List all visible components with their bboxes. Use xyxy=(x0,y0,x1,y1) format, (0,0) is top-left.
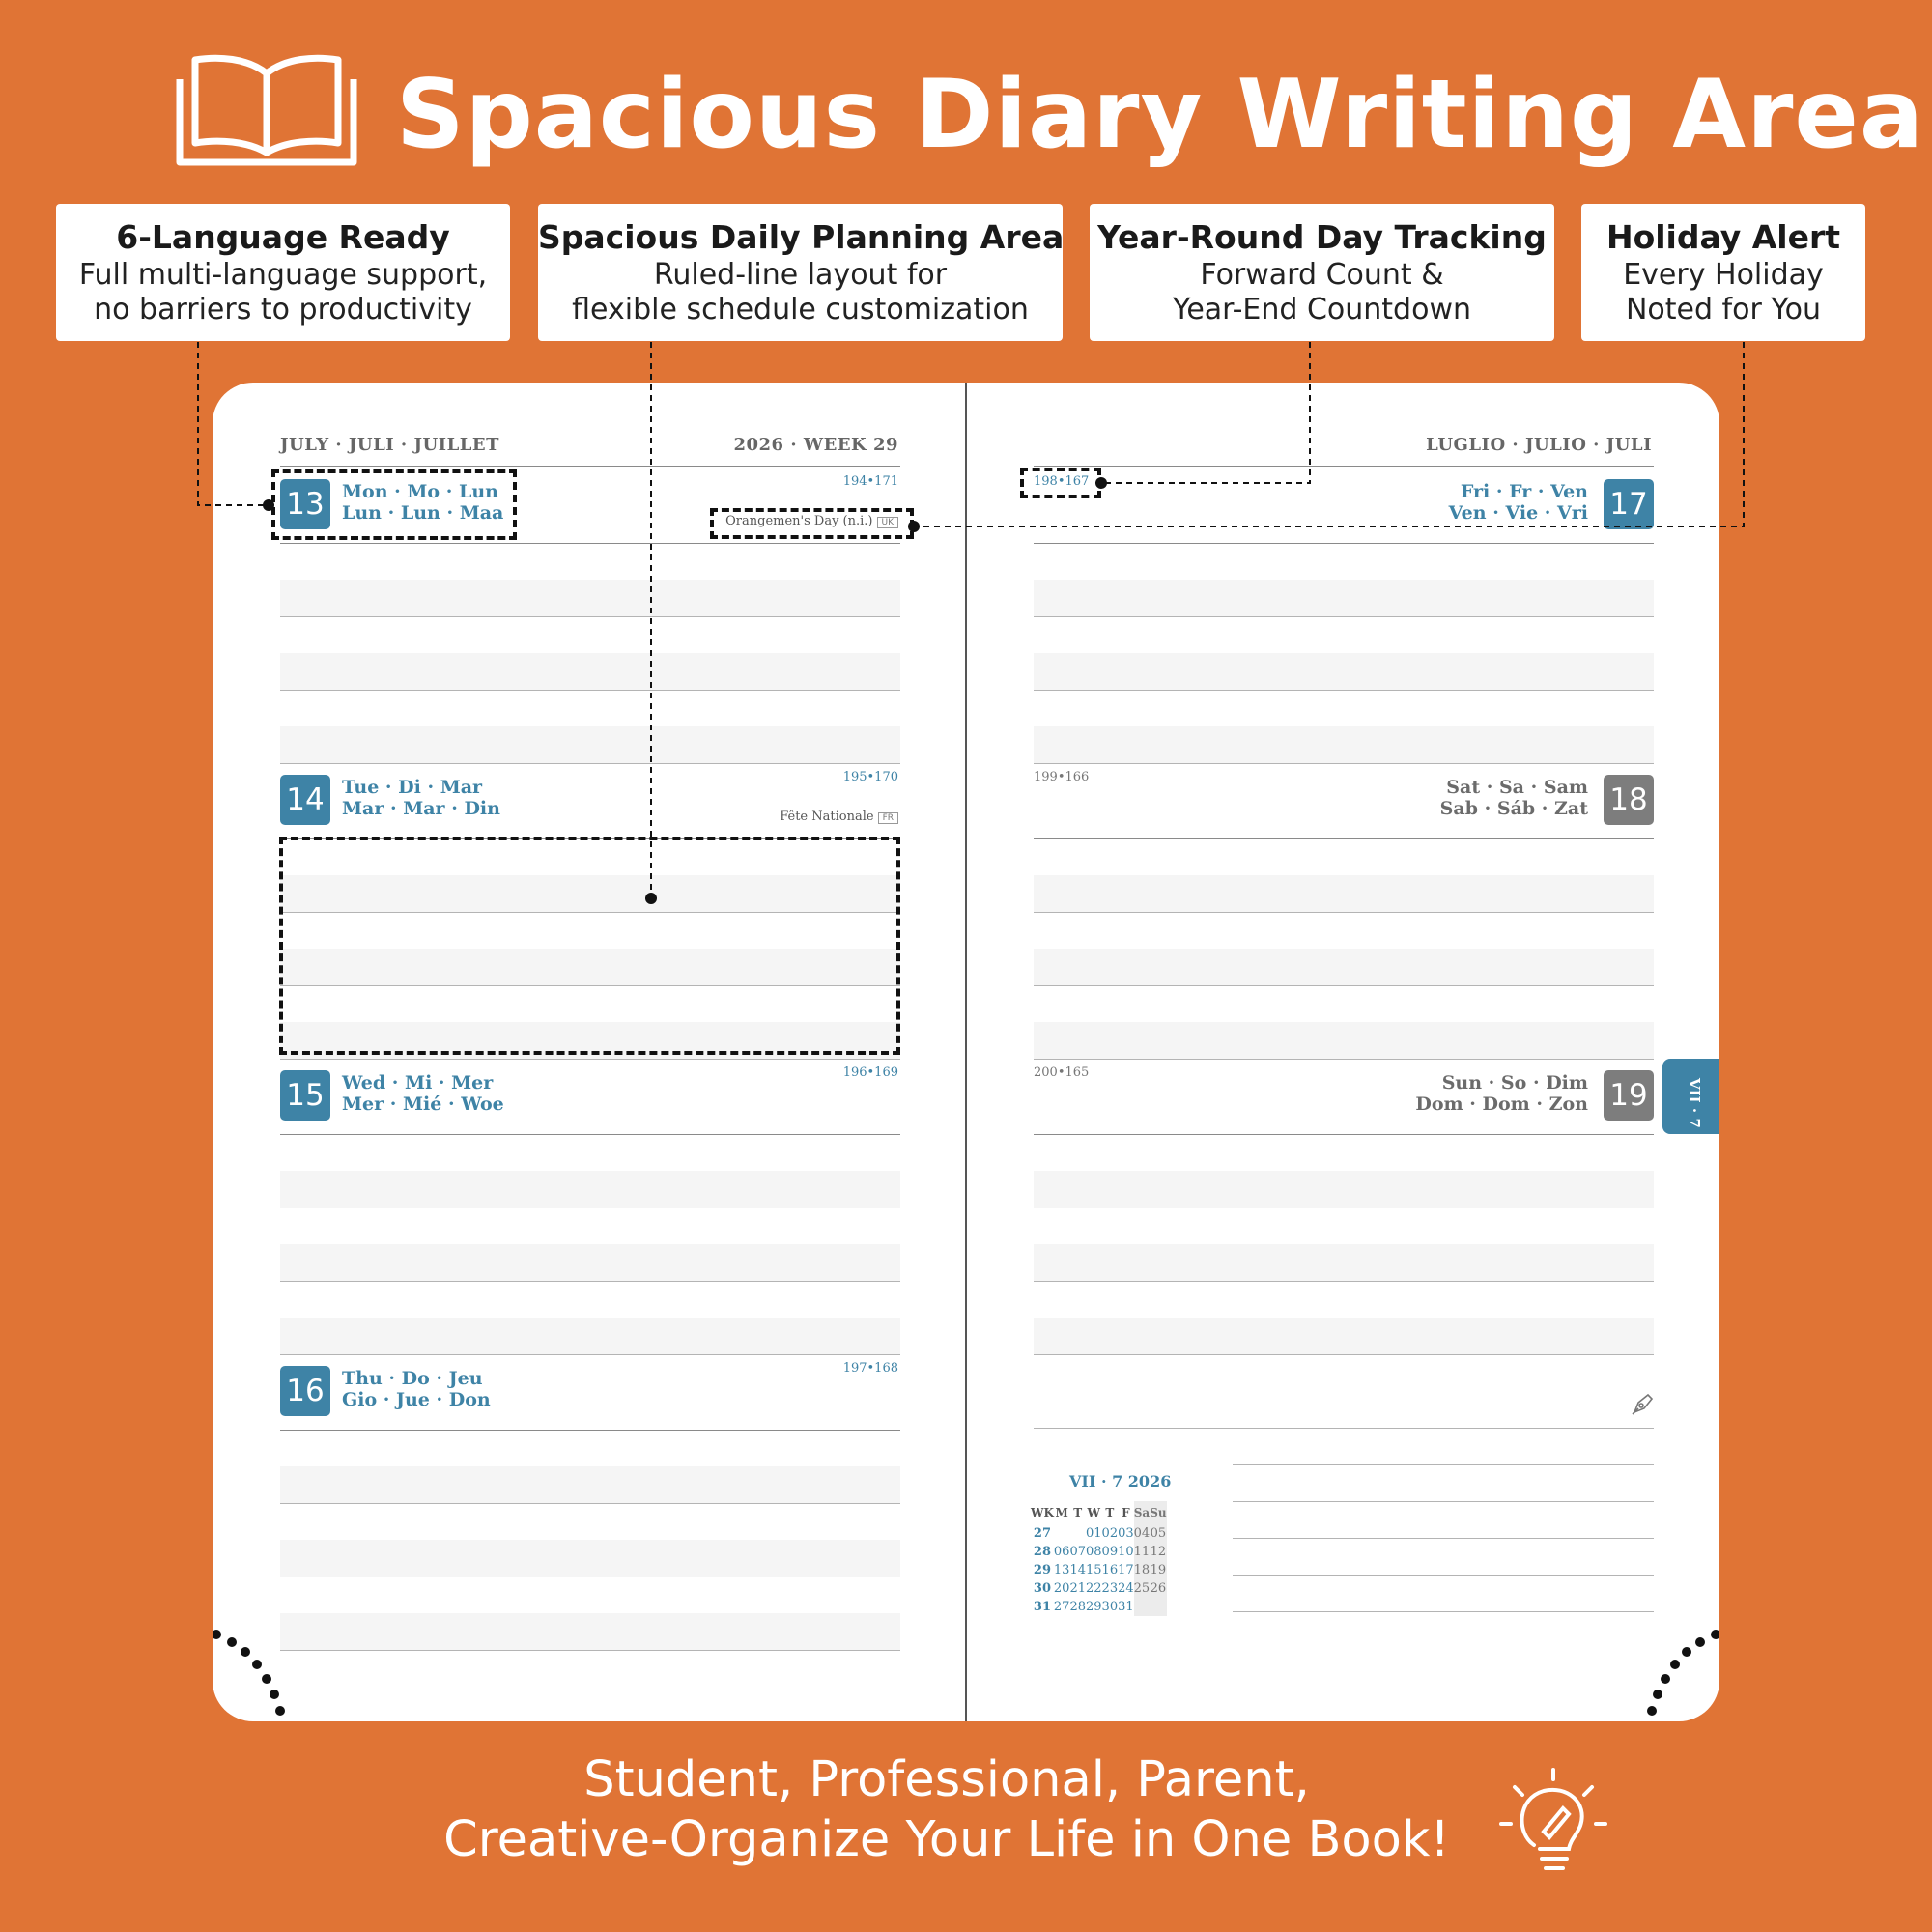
ruled-line xyxy=(1233,1611,1654,1612)
feature-desc: Full multi-language support, xyxy=(78,258,488,292)
day-count: 198•167 xyxy=(1034,474,1090,489)
calendar-day-cell: 22 xyxy=(1086,1581,1102,1596)
holiday-label: Fête Nationale FR xyxy=(780,810,898,824)
month-header-left: JULY · JULI · JUILLET xyxy=(280,435,500,455)
calendar-day-cell: 02 xyxy=(1101,1526,1119,1541)
feature-desc: flexible schedule customization xyxy=(572,293,1029,327)
day-count: 195•170 xyxy=(842,770,898,784)
calendar-week-number: 30 xyxy=(1033,1581,1051,1596)
day-names: Thu · Do · Jeu Gio · Jue · Don xyxy=(342,1368,491,1410)
pen-nib-icon xyxy=(1631,1391,1656,1416)
day-count: 196•169 xyxy=(842,1065,898,1080)
ruled-band xyxy=(280,1466,900,1503)
ruled-line xyxy=(1233,1501,1654,1502)
calendar-week-number: 28 xyxy=(1033,1545,1051,1559)
calendar-day-cell: 13 xyxy=(1053,1563,1070,1577)
calendar-day-cell xyxy=(1054,1524,1070,1543)
calendar-header-cell: T xyxy=(1105,1506,1115,1520)
calendar-day-cell xyxy=(1069,1524,1086,1543)
day-names: Sun · So · Dim Dom · Dom · Zon xyxy=(1415,1072,1588,1115)
ruled-band xyxy=(280,1540,900,1577)
calendar-day-cell: 07 xyxy=(1069,1545,1086,1559)
month-index-label: VII · 7 xyxy=(1686,1078,1703,1128)
ruled-band xyxy=(280,1244,900,1281)
day-number-badge: 17 xyxy=(1604,479,1654,529)
day-number-badge: 19 xyxy=(1604,1070,1654,1121)
day-count: 200•165 xyxy=(1034,1065,1090,1080)
day-count: 194•171 xyxy=(842,474,898,489)
feature-desc: Year-End Countdown xyxy=(1172,293,1471,327)
calendar-day-cell: 25 xyxy=(1133,1581,1151,1596)
day-names: Fri · Fr · Ven Ven · Vie · Vri xyxy=(1448,481,1588,524)
feature-desc: Noted for You xyxy=(1625,293,1822,327)
calendar-day-cell: 15 xyxy=(1086,1563,1102,1577)
ruled-band xyxy=(280,1171,900,1208)
page-title: Spacious Diary Writing Area xyxy=(396,60,1925,170)
calendar-day-cell: 29 xyxy=(1086,1600,1102,1614)
feature-title: Spacious Daily Planning Area xyxy=(538,218,1065,256)
calendar-day-cell: 01 xyxy=(1086,1526,1102,1541)
mini-calendar-grid xyxy=(1031,1501,1167,1616)
tagline-line: Student, Professional, Parent, xyxy=(583,1751,1310,1808)
calendar-day-cell: 08 xyxy=(1086,1545,1102,1559)
calendar-day-cell: 27 xyxy=(1053,1600,1070,1614)
tagline-line: Creative-Organize Your Life in One Book! xyxy=(443,1811,1450,1868)
ruled-line xyxy=(280,1354,900,1355)
month-header-right: LUGLIO · JULIO · JULI xyxy=(1426,435,1652,455)
day-count: 197•168 xyxy=(842,1361,898,1376)
day-number-badge: 13 xyxy=(280,479,330,529)
calendar-day-cell: 09 xyxy=(1101,1545,1119,1559)
calendar-day-cell: 03 xyxy=(1118,1526,1134,1541)
calendar-header-cell: T xyxy=(1073,1506,1083,1520)
calendar-day-cell: 11 xyxy=(1133,1545,1151,1559)
calendar-week-number: 29 xyxy=(1033,1563,1051,1577)
day-names: Wed · Mi · Mer Mer · Mié · Woe xyxy=(342,1072,504,1115)
day-number-badge: 18 xyxy=(1604,775,1654,825)
ruled-band xyxy=(1034,1171,1654,1208)
lightbulb-pencil-icon xyxy=(1495,1764,1615,1884)
calendar-day-cell: 10 xyxy=(1118,1545,1134,1559)
week-header: 2026 · WEEK 29 xyxy=(733,435,898,455)
feature-desc: Forward Count & xyxy=(1200,258,1444,292)
calendar-day-cell: 06 xyxy=(1053,1545,1070,1559)
day-count: 199•166 xyxy=(1034,770,1090,784)
day-names: Sat · Sa · Sam Sab · Sáb · Zat xyxy=(1439,777,1588,819)
day-number-badge: 15 xyxy=(280,1070,330,1121)
calendar-day-cell: 04 xyxy=(1133,1526,1151,1541)
calendar-day-cell: 18 xyxy=(1133,1563,1151,1577)
calendar-day-cell: 26 xyxy=(1150,1581,1167,1596)
calendar-day-cell: 24 xyxy=(1118,1581,1134,1596)
day-divider xyxy=(280,1430,900,1431)
calendar-day-cell: 31 xyxy=(1118,1600,1134,1614)
mini-calendar-title: VII · 7 2026 xyxy=(1069,1472,1172,1491)
ruled-line xyxy=(1233,1575,1654,1576)
calendar-day-cell: 20 xyxy=(1053,1581,1070,1596)
ruled-band xyxy=(280,1318,900,1354)
calendar-day-cell: 05 xyxy=(1150,1526,1167,1541)
feature-title: 6-Language Ready xyxy=(116,218,450,256)
calendar-day-cell: 30 xyxy=(1101,1600,1119,1614)
calendar-day-cell: 21 xyxy=(1069,1581,1086,1596)
calendar-header-cell: M xyxy=(1055,1506,1068,1520)
ruled-line xyxy=(280,1503,900,1504)
ruled-line xyxy=(1034,1428,1654,1429)
corner-dots-right xyxy=(1623,1629,1719,1721)
day-number-badge: 14 xyxy=(280,775,330,825)
calendar-day-cell: 17 xyxy=(1118,1563,1134,1577)
calendar-header-cell: Su xyxy=(1150,1501,1166,1524)
calendar-header-cell: W xyxy=(1087,1506,1101,1520)
feature-desc: Ruled-line layout for xyxy=(653,258,948,292)
day-number-badge: 16 xyxy=(280,1366,330,1416)
calendar-day-cell: 23 xyxy=(1101,1581,1119,1596)
ruled-line xyxy=(280,1650,900,1651)
ruled-line xyxy=(1034,1281,1654,1282)
feature-title: Year-Round Day Tracking xyxy=(1097,218,1547,256)
calendar-day-cell: 19 xyxy=(1150,1563,1167,1577)
ruled-line xyxy=(1034,1354,1654,1355)
feature-title: Holiday Alert xyxy=(1605,218,1841,256)
ruled-band xyxy=(1034,1244,1654,1281)
ruled-line xyxy=(1233,1538,1654,1539)
calendar-day-cell: 14 xyxy=(1069,1563,1086,1577)
calendar-week-number: 27 xyxy=(1033,1526,1051,1541)
calendar-header-cell: WK xyxy=(1031,1506,1054,1520)
calendar-header-cell: Sa xyxy=(1134,1501,1151,1524)
feature-desc: Every Holiday xyxy=(1623,258,1824,292)
calendar-day-cell: 12 xyxy=(1150,1545,1167,1559)
calendar-day-cell xyxy=(1134,1598,1151,1616)
calendar-header-cell: F xyxy=(1122,1506,1130,1520)
ruled-line xyxy=(280,1281,900,1282)
calendar-day-cell: 16 xyxy=(1101,1563,1119,1577)
day-names: Mon · Mo · Lun Lun · Lun · Maa xyxy=(342,481,504,524)
ruled-line xyxy=(1233,1464,1654,1465)
feature-desc: no barriers to productivity xyxy=(94,293,472,327)
calendar-day-cell xyxy=(1150,1598,1166,1616)
day-names: Tue · Di · Mar Mar · Mar · Din xyxy=(342,777,500,819)
holiday-label: Orangemen's Day (n.i.) UK xyxy=(725,514,898,528)
calendar-day-cell: 28 xyxy=(1069,1600,1086,1614)
ruled-band xyxy=(280,1613,900,1650)
ruled-band xyxy=(1034,1318,1654,1354)
calendar-week-number: 31 xyxy=(1033,1600,1051,1614)
